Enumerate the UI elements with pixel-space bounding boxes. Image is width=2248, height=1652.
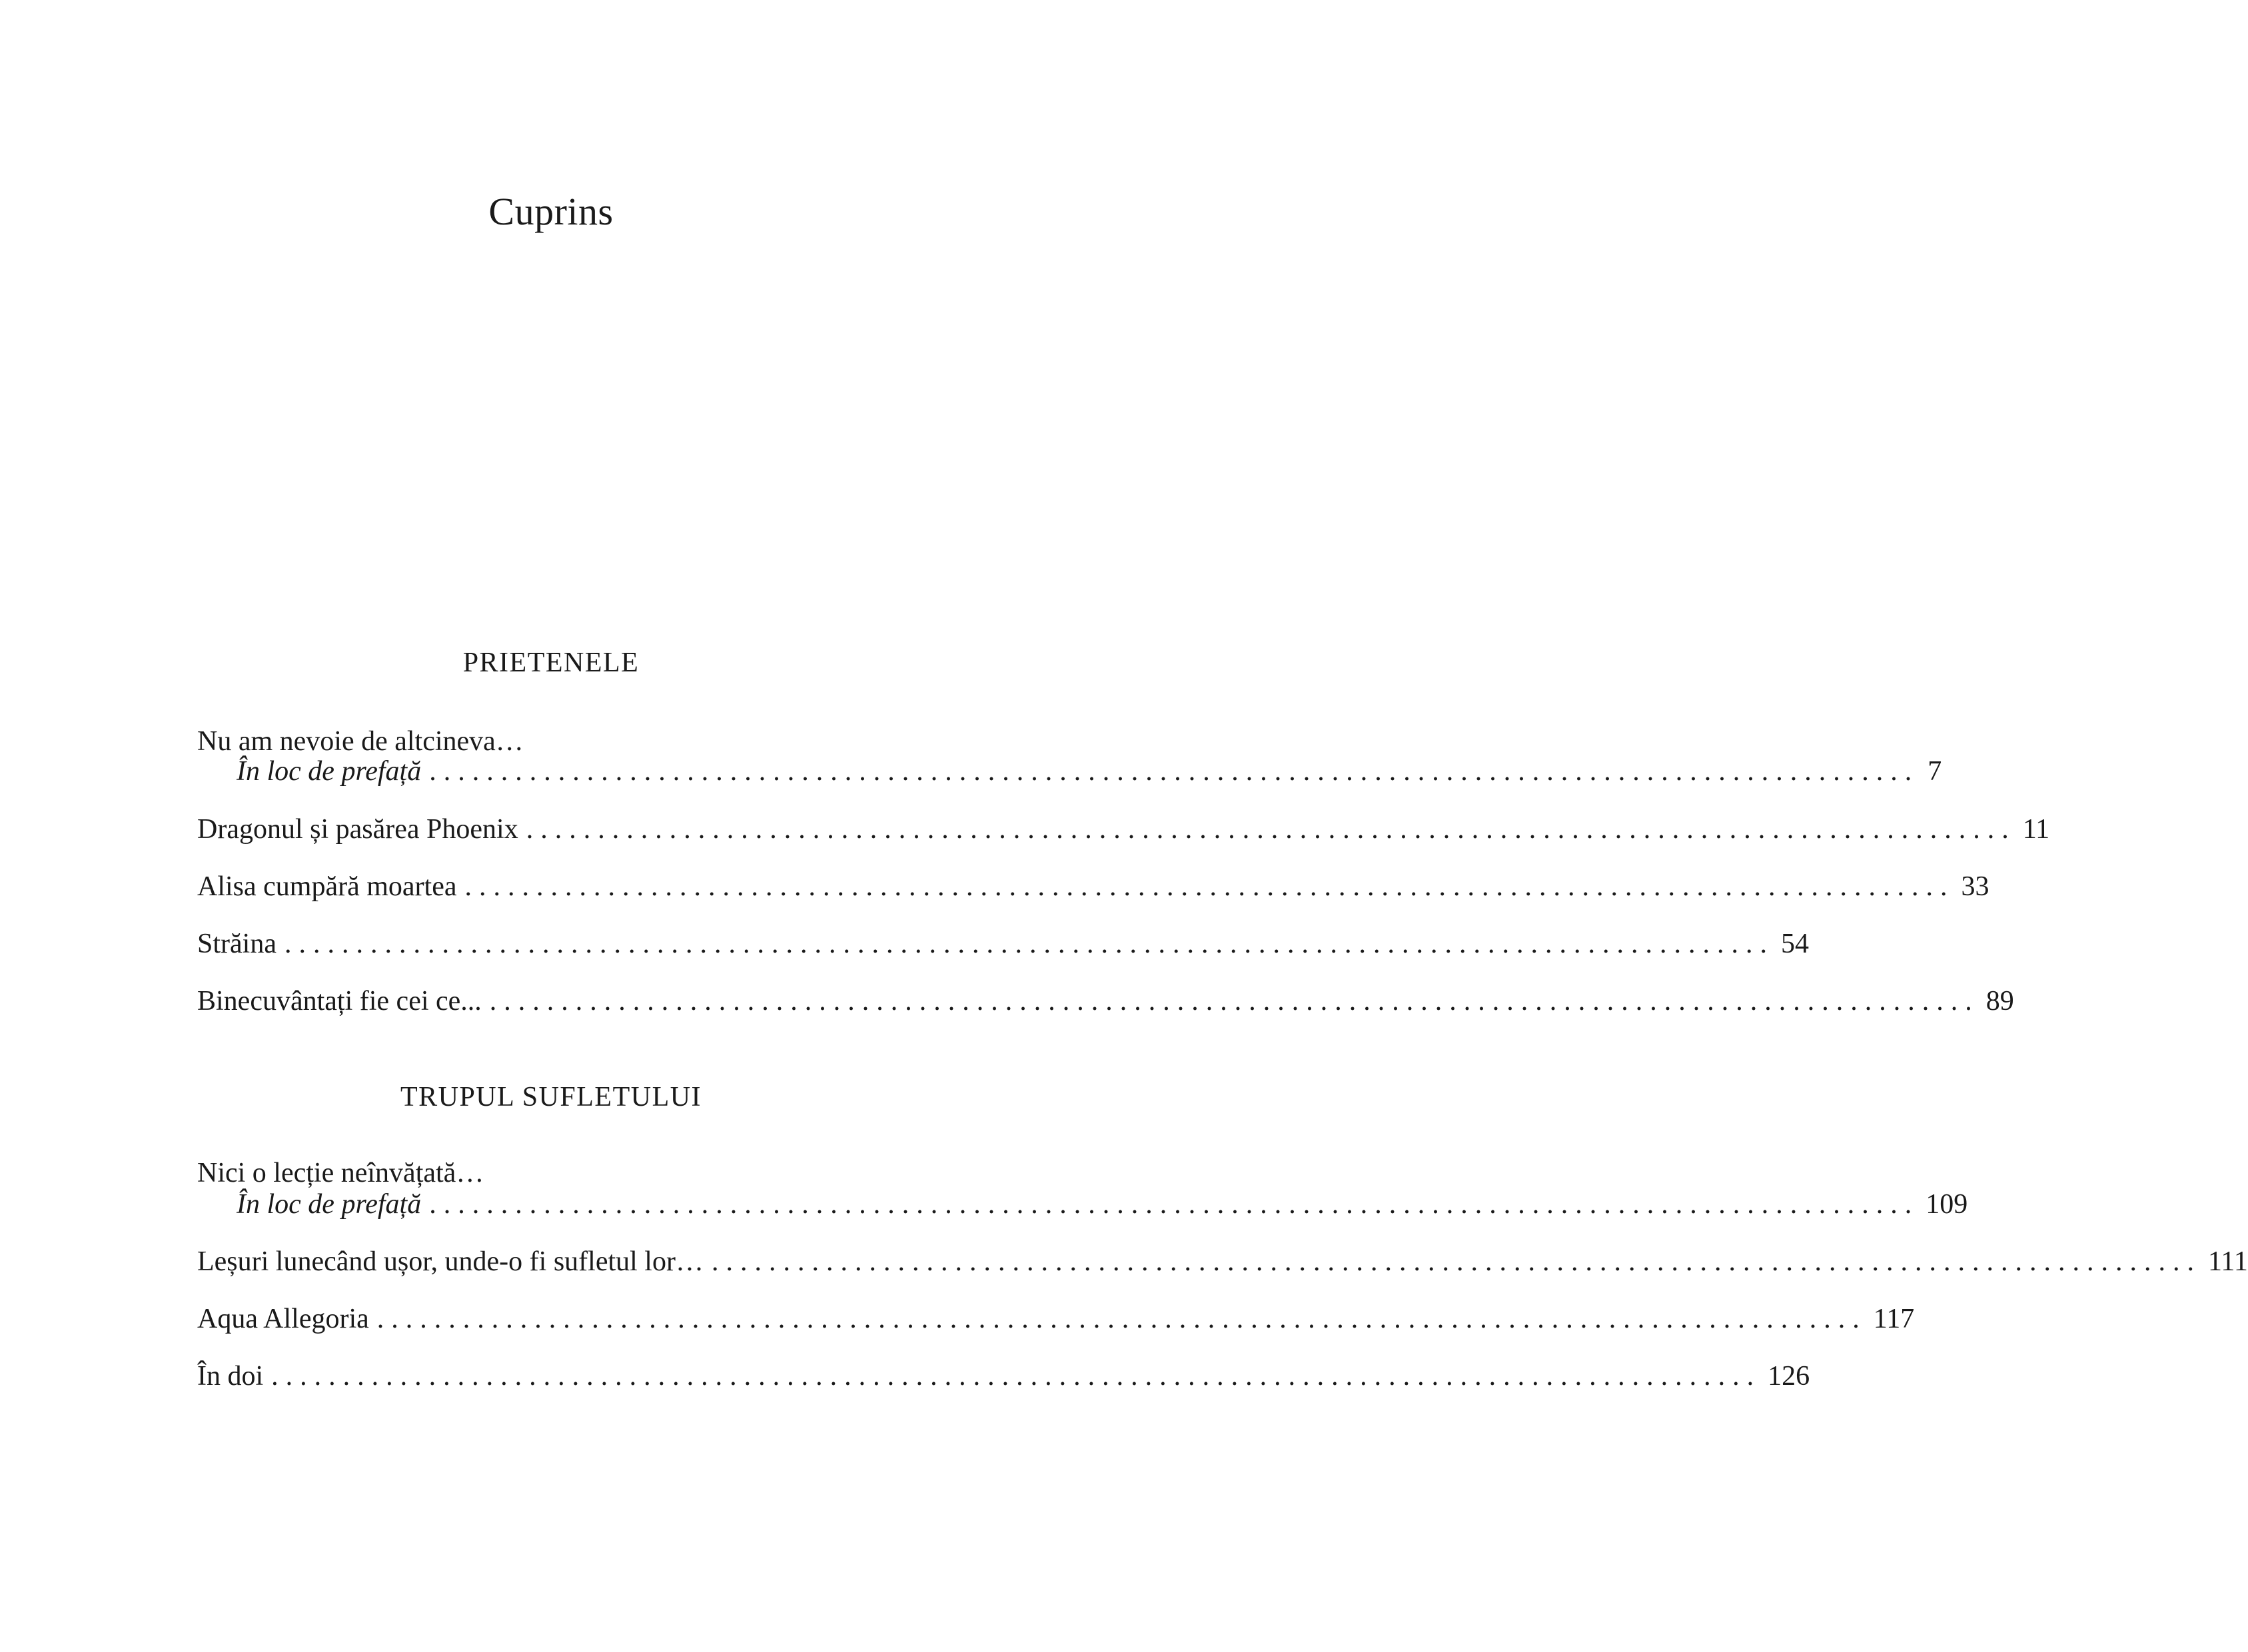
toc-page-number: 33 [1961,871,1989,902]
toc-page-number: 54 [1780,929,1809,959]
dot-leader: ........................................................................................................ [464,871,1955,902]
dot-leader: ........................................................................................................ [376,1304,1867,1334]
toc-entry-title: Dragonul și pasărea Phoenix [197,814,518,845]
dot-leader: ........................................................................................................ [429,756,1920,787]
toc-page-number: 126 [1768,1361,1810,1392]
dot-leader: ........................................................................................................ [526,814,2016,845]
toc-page-number: 111 [2207,1246,2248,1277]
toc-entry [197,983,2014,1020]
toc-entry-title: Nu am nevoie de altcineva… [197,726,524,757]
toc-entry-subtitle: În loc de prefață [237,1189,422,1220]
toc-entry [197,1358,1810,1395]
toc-entry [237,1186,1968,1223]
toc-entry [197,925,1809,963]
toc-entry-title: Aqua Allegoria [197,1304,369,1334]
toc-entry [197,811,2050,848]
toc-entry-title: Leșuri lunecând ușor, unde-o fi sufletul lor… [197,1246,704,1277]
dot-leader: ........................................................................................................ [489,986,1979,1017]
dot-leader: ........................................................................................................ [284,929,1774,959]
toc-entry-title: Străina [197,929,277,959]
toc-page-number: 109 [1926,1189,1968,1220]
toc-entry-title: Alisa cumpără moartea [197,871,457,902]
toc-page-number: 7 [1928,756,1942,787]
section-heading-prietenele: PRIETENELE [462,647,640,678]
page-title: Cuprins [488,190,614,233]
toc-entry [197,1300,1915,1338]
toc-entry-title: Binecuvântați fie cei ce... [197,986,482,1017]
toc-entry-subtitle: În loc de prefață [237,756,422,787]
toc-page-number: 11 [2022,814,2050,845]
toc-page-number: 89 [1985,986,2014,1017]
toc-entry [197,868,1989,905]
dot-leader: ........................................................................................................ [711,1246,2201,1277]
toc-entry [197,1243,2248,1280]
toc-entry [237,753,1942,790]
toc-page-number: 117 [1873,1304,1915,1334]
dot-leader: ........................................................................................................ [429,1189,1920,1220]
toc-entry-title: În doi [197,1361,264,1392]
toc-entry-title: Nici o lecție neînvățată… [197,1158,484,1188]
dot-leader: ........................................................................................................ [271,1361,1762,1392]
section-heading-trupul-sufletului: TRUPUL SUFLETULUI [400,1082,702,1112]
